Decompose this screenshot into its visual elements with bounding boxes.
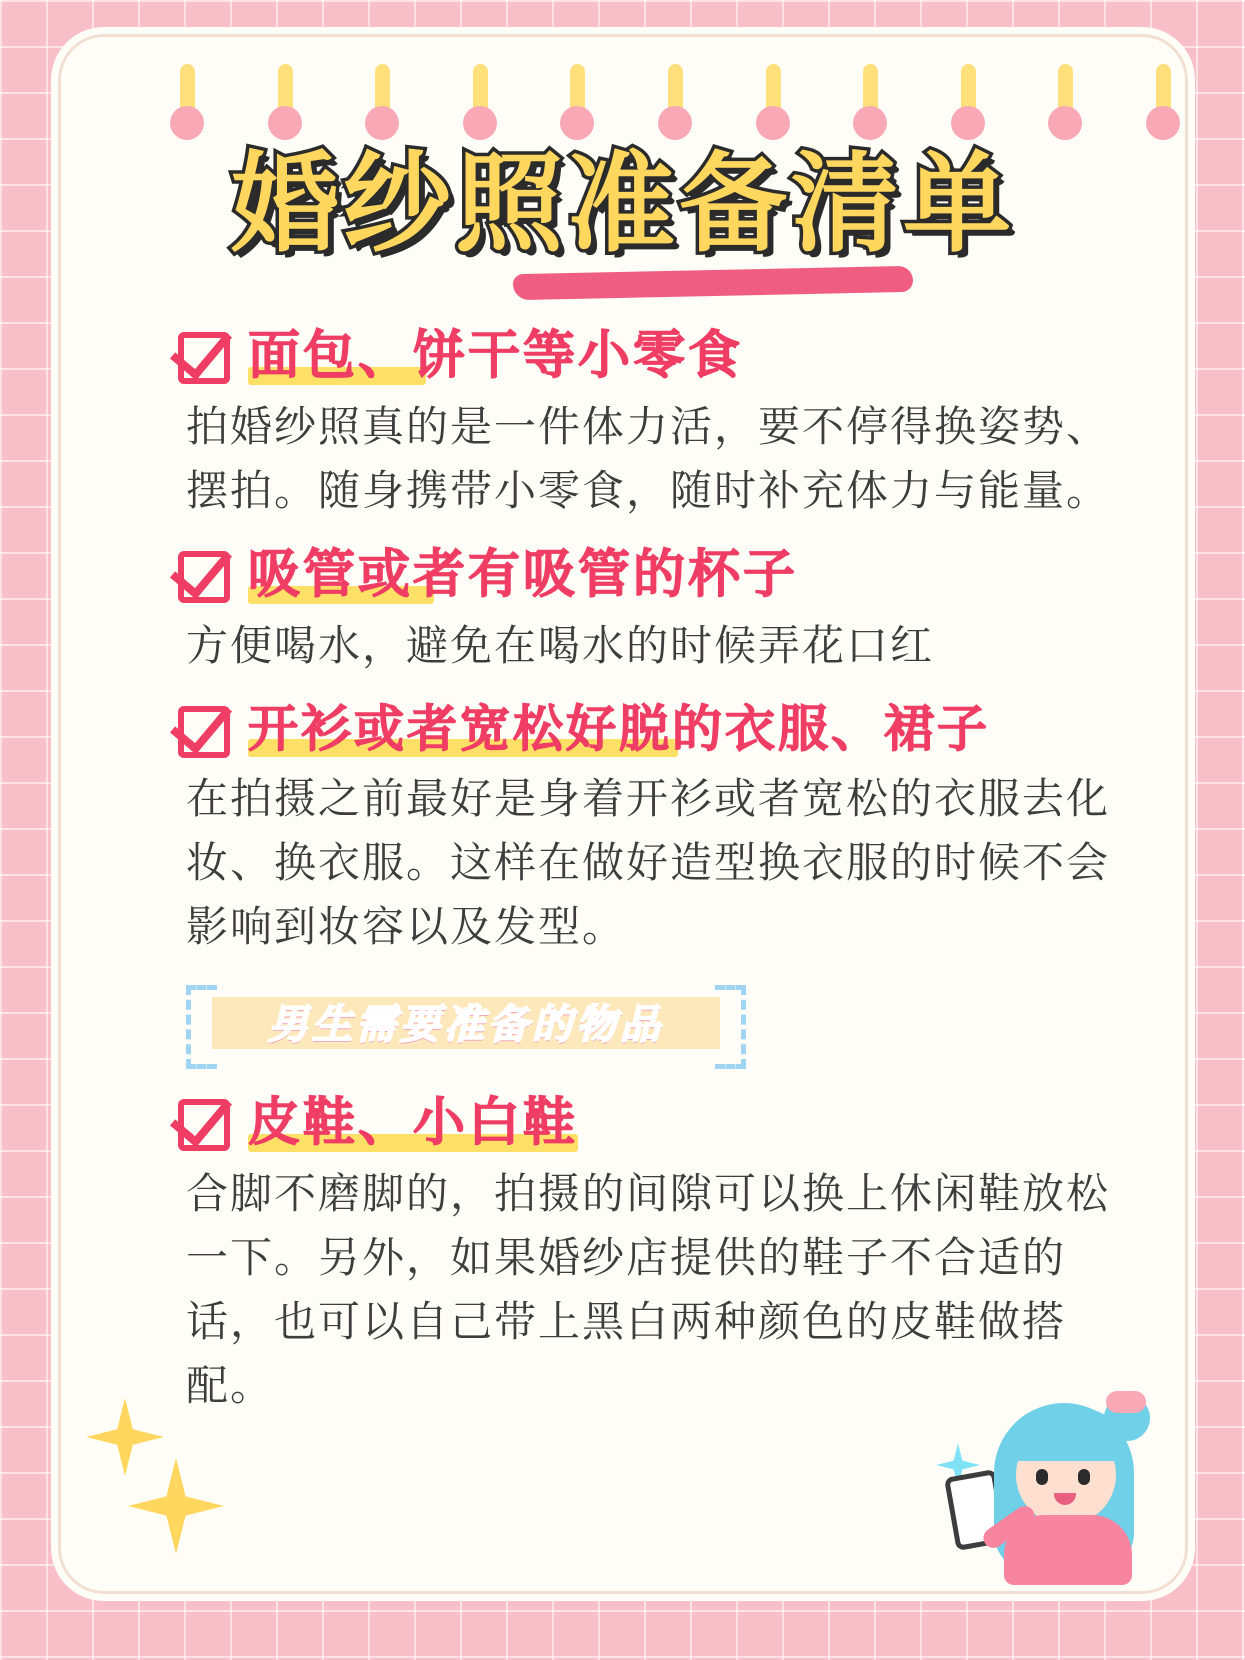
ring — [1146, 64, 1180, 142]
checkbox-checked-icon[interactable] — [178, 1099, 230, 1151]
title-underline-brush — [513, 266, 913, 300]
ring — [658, 64, 692, 142]
list-item — [178, 700, 1118, 958]
checklist-body: 在拍摄之前最好是身着开衫或者宽松的衣服去化妆、换衣服。这样在做好造型换衣服的时候不会影响到妆容以及发型。 — [186, 774, 1111, 951]
mascot-eye — [1036, 1469, 1048, 1485]
ring — [951, 64, 985, 142]
sparkle-icon — [86, 1398, 164, 1476]
checklist-heading-row — [178, 326, 1118, 387]
spiral-rings — [170, 64, 1180, 144]
sparkle-icon — [128, 1458, 224, 1554]
list-item — [178, 326, 1118, 523]
checklist-heading: 吸管或者有吸管的杯子 — [248, 545, 799, 606]
ring — [463, 64, 497, 142]
checklist-heading: 皮鞋、小白鞋 — [248, 1092, 579, 1153]
checklist-heading-row — [178, 545, 1118, 606]
page-title: 婚纱照准备清单 — [230, 142, 1015, 267]
mascot-bow — [1106, 1391, 1146, 1413]
ring — [560, 64, 594, 142]
mascot-illustration — [936, 1369, 1166, 1584]
checkbox-checked-icon[interactable] — [178, 551, 230, 603]
ring — [170, 64, 204, 142]
list-item — [178, 545, 1118, 678]
checklist-body: 拍婚纱照真的是一件体力活，要不停得换姿势、摆拍。随身携带小零食，随时补充体力与能量。 — [186, 402, 1111, 516]
checkbox-checked-icon[interactable] — [178, 706, 230, 758]
checklist-body: 合脚不磨脚的，拍摄的间隙可以换上休闲鞋放松一下。另外，如果婚纱店提供的鞋子不合适的话，也可以自己带上黑白两种颜色的皮鞋做搭配。 — [186, 1169, 1111, 1410]
page-title-wrap — [58, 142, 1188, 267]
ring — [756, 64, 790, 142]
checklist-heading: 开衫或者宽松好脱的衣服、裙子 — [248, 700, 990, 759]
checklist-heading-row — [178, 1093, 1118, 1154]
note-card — [58, 34, 1188, 1594]
checklist-body: 方便喝水，避免在喝水的时候弄花口红 — [186, 621, 935, 671]
checklist — [178, 326, 1118, 1439]
section-tag — [186, 985, 746, 1059]
ring — [853, 64, 887, 142]
checklist-heading-row — [178, 700, 1118, 759]
checklist-heading: 面包、饼干等小零食 — [248, 326, 744, 386]
ring — [365, 64, 399, 142]
ring — [1048, 64, 1082, 142]
section-tag-label: 男生需要准备的物品 — [268, 1002, 664, 1049]
mascot-eye — [1078, 1469, 1090, 1485]
ring — [268, 64, 302, 142]
checkbox-checked-icon[interactable] — [178, 332, 230, 384]
